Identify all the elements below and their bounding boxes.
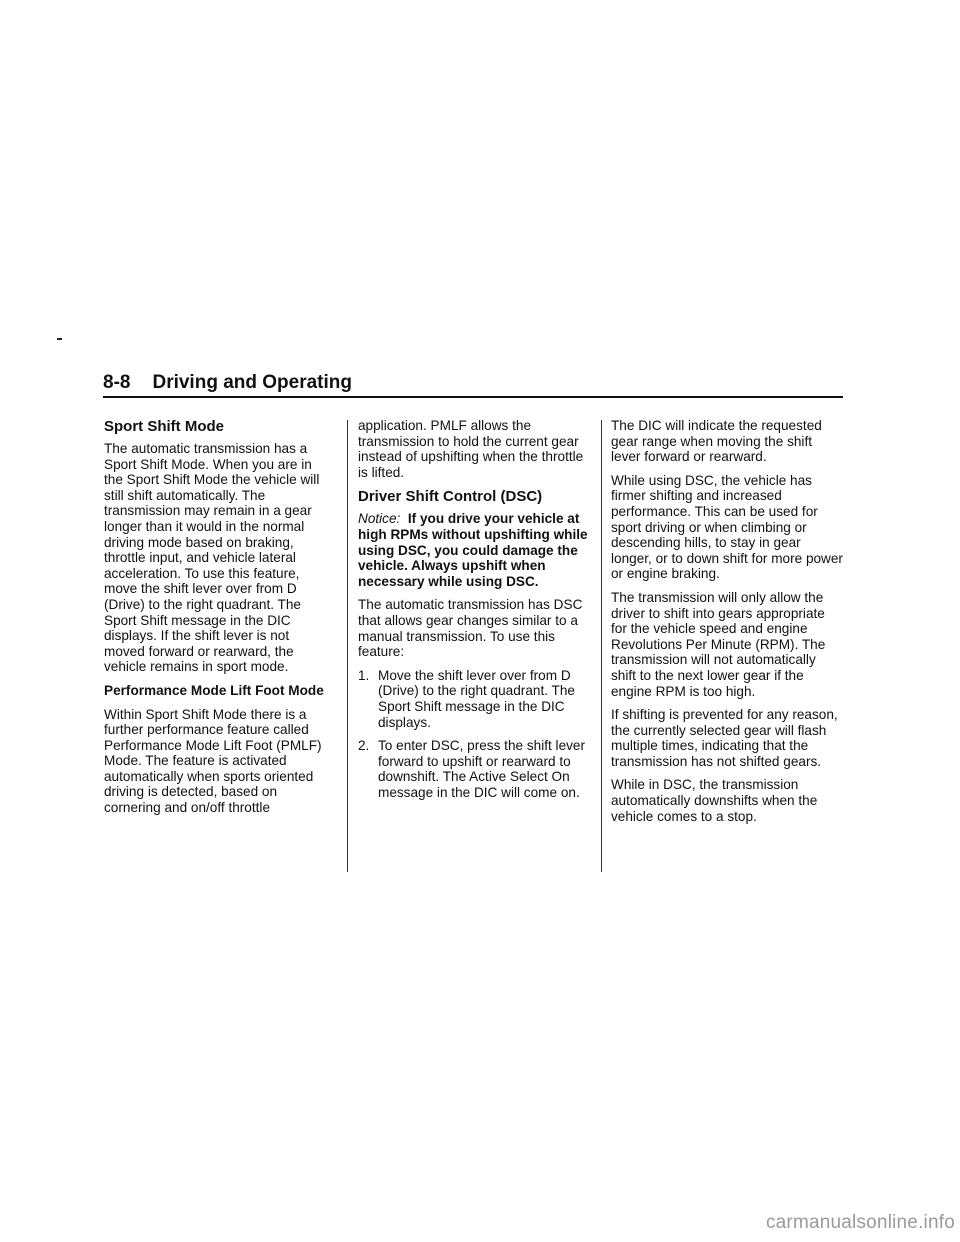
watermark: carmanualsonline.info [765,1212,955,1233]
notice-block [358,511,590,589]
dsc-heading: Driver Shift Control (DSC) [358,488,543,506]
notice-text: If you drive your vehicle at high RPMs without upshifting while using DSC, you could damage the vehicle. Always upshift when necessary while using DSC. [358,511,588,589]
pmlf-continued-paragraph: application. PMLF allows the transmission to hold the current gear instead of upshifting when the throttle is lifted. [358,418,584,480]
gear-allow-paragraph: The transmission will only allow the driver to shift into gears appropriate for the vehicle speed and engine Revolutions Per Minute (RPM). The transmission will not automatically shift to the next lower gear if the engine RPM is too high. [611,589,826,699]
margin-mark [57,338,62,340]
notice-label: Notice: [358,511,401,527]
dsc-steps-list [358,668,590,801]
header-rule [103,396,843,398]
page-header [103,372,843,394]
step-number: 1. [358,667,370,683]
column-1 [104,418,332,824]
pmlf-paragraph: Within Sport Shift Mode there is a further performance feature called Performance Mode Lift Foot (PMLF) Mode. The feature is activated automatically when sports oriented driving is detected, based on cornering and on/off throttle [104,706,322,816]
sport-shift-heading: Sport Shift Mode [104,418,224,435]
column-divider-2 [601,420,602,872]
shift-prevented-paragraph: If shifting is prevented for any reason, the currently selected gear will flash multiple times, indicating that the transmission has not shifted gears. [611,707,838,769]
dsc-paragraph: The automatic transmission has DSC that allows gear changes similar to a manual transmission. To use this feature: [358,597,583,660]
step-number: 2. [358,738,370,754]
column-divider-1 [347,420,348,872]
downshift-paragraph: While in DSC, the transmission automatically downshifts when the vehicle comes to a stop. [611,777,818,824]
page-number: 8-8 [103,372,131,393]
list-item [358,738,590,800]
pmlf-subheading: Performance Mode Lift Foot Mode [104,682,324,698]
dic-paragraph: The DIC will indicate the requested gear range when moving the shift lever forward or rearward. [611,418,822,465]
step-text: To enter DSC, press the shift lever forward to upshift or rearward to downshift. The Active Select On message in the DIC will come on. [378,738,586,800]
sport-shift-paragraph: The automatic transmission has a Sport Shift Mode. When you are in the Sport Shift Mode the vehicle will still shift automatically. The transmission may remain in a gear longer than it would in the normal driving mode based on braking, throttle input, and vehicle lateral acceleration. To use this feature, move the shift lever over from D (Drive) to the right quadrant. The Sport Shift message in the DIC displays. If the shift lever is not moved forward or rearward, the vehicle remains in sport mode. [104,441,320,675]
column-3 [611,418,843,832]
list-item [358,668,590,730]
column-2 [358,418,590,808]
step-text: Move the shift lever over from D (Drive) to the right quadrant. The Sport Shift message in the DIC displays. [378,667,575,730]
section-title: Driving and Operating [152,372,352,393]
dsc-performance-paragraph: While using DSC, the vehicle has firmer shifting and increased performance. This can be used for sport driving or when climbing or descending hills, to stay in gear longer, or to down shift for more power or engine braking. [611,472,843,582]
